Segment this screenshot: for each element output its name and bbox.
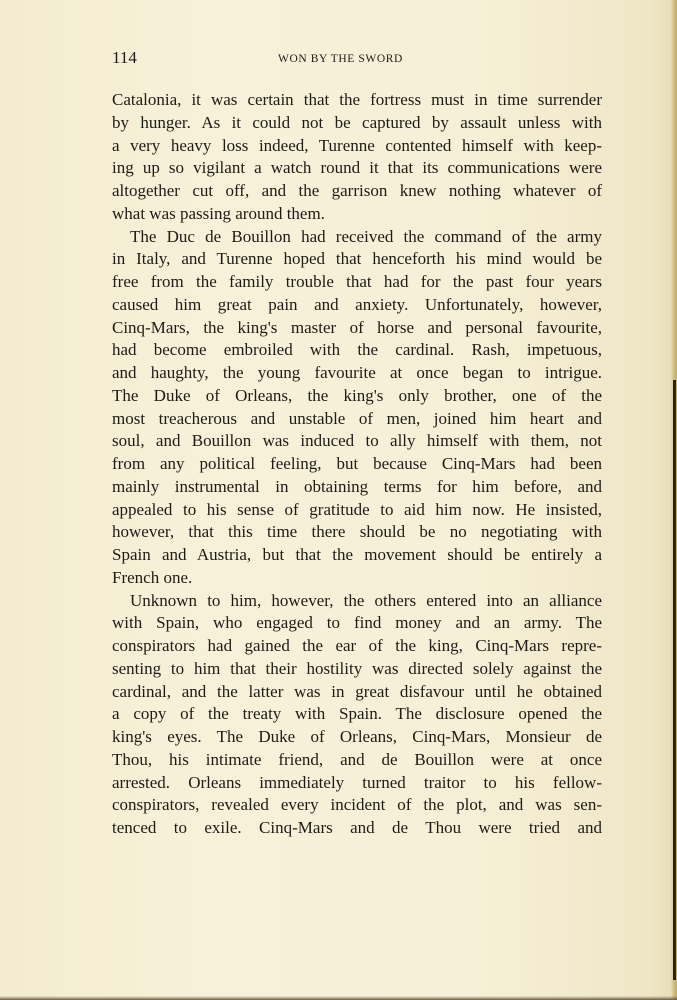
text-line: Cinq-Mars, the king's master of horse and personal favourite,	[112, 317, 602, 337]
text-line: caused him great pain and anxiety. Unfortunately, however,	[112, 294, 602, 314]
text-line: a very heavy loss indeed, Turenne contented himself with keep-	[112, 135, 602, 155]
text-line: with Spain, who engaged to find money and an army. The	[112, 613, 602, 633]
text-line: French one.	[112, 567, 193, 587]
text-line: The Duke of Orleans, the king's only brother, one of the	[112, 385, 602, 405]
text-line: soul, and Bouillon was induced to ally himself with them, not	[112, 431, 602, 451]
text-line: Spain and Austria, but that the movement should be entirely a	[112, 545, 602, 564]
text-line: a copy of the treaty with Spain. The disclosure opened the	[112, 704, 602, 724]
text-line: king's eyes. The Duke of Orleans, Cinq-Mars, Monsieur de	[112, 727, 602, 746]
text-line: from any political feeling, but because Cinq-Mars had been	[112, 454, 602, 473]
page-header	[112, 48, 602, 74]
text-line: senting to him that their hostility was directed solely against the	[112, 658, 602, 678]
text-line: and haughty, the young favourite at once began to intrigue.	[112, 363, 602, 382]
text-line: most treacherous and unstable of men, joined him heart and	[112, 408, 602, 428]
text-line: however, that this time there should be no negotiating with	[112, 522, 602, 542]
text-line: tenced to exile. Cinq-Mars and de Thou were tried and	[112, 818, 602, 837]
text-line: arrested. Orleans immediately turned traitor to his fellow-	[112, 772, 602, 792]
text-line: cardinal, and the latter was in great disfavour until he obtained	[112, 681, 602, 701]
text-line: what was passing around them.	[112, 203, 325, 223]
text-line: free from the family trouble that had for the past four years	[112, 272, 602, 291]
text-line: ing up so vigilant a watch round it that its communications were	[112, 158, 602, 178]
text-line: had become embroiled with the cardinal. Rash, impetuous,	[112, 340, 602, 360]
page-edge-line	[673, 380, 676, 980]
text-line: in Italy, and Turenne hoped that henceforth his mind would be	[112, 249, 602, 269]
text-line: The Duc de Bouillon had received the command of the army	[130, 226, 602, 246]
text-line: Unknown to him, however, the others entered into an alliance	[130, 590, 602, 610]
body-text	[112, 89, 602, 840]
running-head: WON BY THE SWORD	[278, 53, 403, 65]
text-line: mainly instrumental in obtaining terms for him before, and	[112, 476, 602, 496]
text-line: appealed to his sense of gratitude to aid him now. He insisted,	[112, 499, 602, 519]
text-line: conspirators, revealed every incident of the plot, and was sen-	[112, 795, 602, 815]
text-line: Catalonia, it was certain that the fortress must in time surrender	[112, 90, 602, 109]
text-line: altogether cut off, and the garrison knew nothing whatever of	[112, 181, 602, 200]
text-line: Thou, his intimate friend, and de Bouillon were at once	[112, 749, 602, 769]
text-line: by hunger. As it could not be captured by assault unless with	[112, 112, 602, 132]
text-line: conspirators had gained the ear of the king, Cinq-Mars repre-	[112, 636, 602, 655]
page-bottom-edge	[0, 996, 677, 1000]
page-number: 114	[112, 48, 137, 67]
